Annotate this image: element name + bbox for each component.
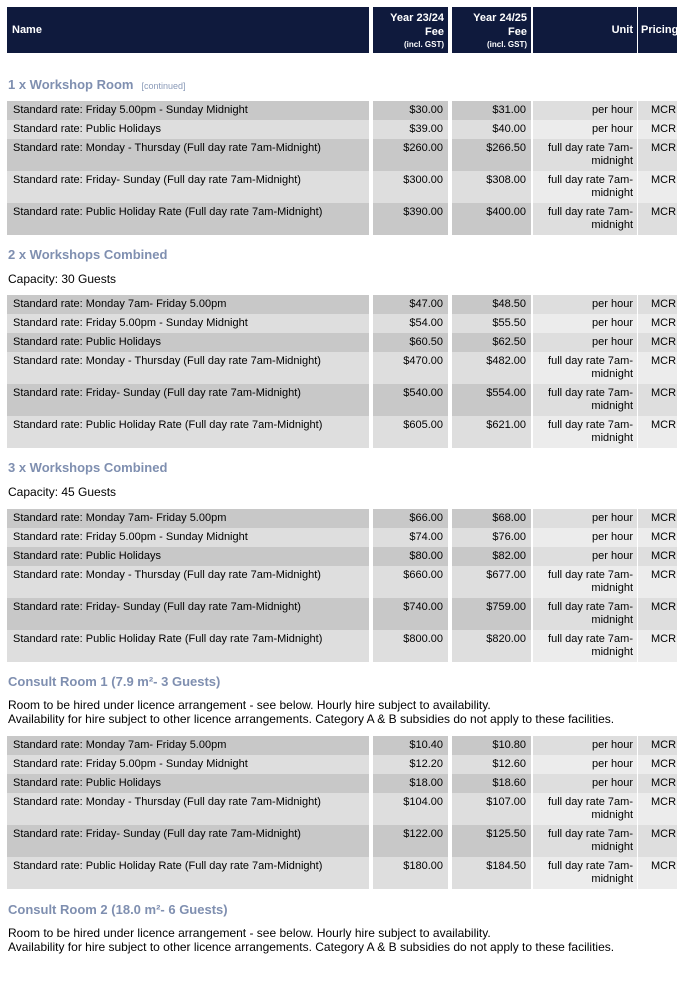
table-row <box>7 509 677 528</box>
fee-2425-cell: $31.00 <box>452 101 531 120</box>
header-year2-line2: Fee <box>508 26 527 38</box>
rate-name-cell: Standard rate: Public Holiday Rate (Full day rate 7am-Midnight) <box>7 203 369 235</box>
fee-2425-cell: $82.00 <box>452 547 531 566</box>
unit-cell: per hour <box>533 295 637 314</box>
fee-2324-cell: $390.00 <box>373 203 448 235</box>
pricing-cell: MCR <box>638 598 677 630</box>
rate-name-cell: Standard rate: Public Holidays <box>7 333 369 352</box>
section-description: Room to be hired under licence arrangement - see below. Hourly hire subject to availability. Availability for hire subject to other licence arrangements. Category A & B subsidies do not apply to these facilities. <box>8 926 615 954</box>
fee-2425-cell: $308.00 <box>452 171 531 203</box>
rate-name-cell: Standard rate: Friday- Sunday (Full day rate 7am-Midnight) <box>7 171 369 203</box>
fee-2324-cell: $80.00 <box>373 547 448 566</box>
fee-2425-cell: $55.50 <box>452 314 531 333</box>
pricing-cell: MCR <box>638 101 677 120</box>
section-continued-note: [continued] <box>141 81 186 91</box>
fee-2324-cell: $660.00 <box>373 566 448 598</box>
fee-2324-cell: $54.00 <box>373 314 448 333</box>
table-row <box>7 333 677 352</box>
fee-2425-cell: $184.50 <box>452 857 531 889</box>
fee-2324-cell: $66.00 <box>373 509 448 528</box>
fee-2425-cell: $12.60 <box>452 755 531 774</box>
table-row <box>7 793 677 825</box>
pricing-cell: MCR <box>638 857 677 889</box>
header-year1 <box>373 7 448 53</box>
pricing-cell: MCR <box>638 630 677 662</box>
rate-table <box>7 101 677 235</box>
header-year2-line3: (incl. GST) <box>487 40 527 49</box>
pricing-cell: MCR <box>638 333 677 352</box>
fee-2425-cell: $62.50 <box>452 333 531 352</box>
pricing-cell: MCR <box>638 774 677 793</box>
fee-2324-cell: $47.00 <box>373 295 448 314</box>
fee-2425-cell: $677.00 <box>452 566 531 598</box>
unit-cell: full day rate 7am- midnight <box>533 384 637 416</box>
fee-2324-cell: $740.00 <box>373 598 448 630</box>
rate-table <box>7 509 677 662</box>
fee-2324-cell: $470.00 <box>373 352 448 384</box>
section-title: 2 x Workshops Combined <box>8 247 168 262</box>
pricing-cell: MCR <box>638 139 677 171</box>
rate-name-cell: Standard rate: Public Holidays <box>7 774 369 793</box>
table-row <box>7 755 677 774</box>
header-unit-label: Unit <box>611 24 633 36</box>
table-row <box>7 352 677 384</box>
rate-name-cell: Standard rate: Monday 7am- Friday 5.00pm <box>7 509 369 528</box>
table-row <box>7 736 677 755</box>
unit-cell: per hour <box>533 101 637 120</box>
unit-cell: per hour <box>533 736 637 755</box>
table-row <box>7 101 677 120</box>
pricing-cell: MCR <box>638 509 677 528</box>
header-year1-line2: Fee <box>425 26 444 38</box>
fee-2425-cell: $266.50 <box>452 139 531 171</box>
table-row <box>7 171 677 203</box>
table-row <box>7 528 677 547</box>
rate-name-cell: Standard rate: Friday- Sunday (Full day rate 7am-Midnight) <box>7 598 369 630</box>
unit-cell: full day rate 7am- midnight <box>533 203 637 235</box>
section-title: 3 x Workshops Combined <box>8 460 168 475</box>
header-name-label: Name <box>12 24 42 36</box>
pricing-cell: MCR <box>638 793 677 825</box>
table-row <box>7 566 677 598</box>
unit-cell: full day rate 7am- midnight <box>533 825 637 857</box>
pricing-cell: MCR <box>638 736 677 755</box>
fee-2425-cell: $68.00 <box>452 509 531 528</box>
fee-2425-cell: $621.00 <box>452 416 531 448</box>
fee-2425-cell: $125.50 <box>452 825 531 857</box>
table-row <box>7 598 677 630</box>
table-row <box>7 295 677 314</box>
fee-2425-cell: $40.00 <box>452 120 531 139</box>
pricing-cell: MCR <box>638 295 677 314</box>
fee-2425-cell: $482.00 <box>452 352 531 384</box>
fee-2324-cell: $12.20 <box>373 755 448 774</box>
table-row <box>7 825 677 857</box>
rate-name-cell: Standard rate: Monday - Thursday (Full day rate 7am-Midnight) <box>7 566 369 598</box>
table-row <box>7 203 677 235</box>
rate-name-cell: Standard rate: Monday - Thursday (Full day rate 7am-Midnight) <box>7 352 369 384</box>
section-capacity: Capacity: 30 Guests <box>8 272 117 286</box>
unit-cell: full day rate 7am- midnight <box>533 598 637 630</box>
pricing-cell: MCR <box>638 528 677 547</box>
fee-2324-cell: $122.00 <box>373 825 448 857</box>
section-title <box>8 77 186 92</box>
table-row <box>7 139 677 171</box>
unit-cell: per hour <box>533 120 637 139</box>
rate-name-cell: Standard rate: Friday 5.00pm - Sunday Midnight <box>7 101 369 120</box>
pricing-cell: MCR <box>638 314 677 333</box>
pricing-cell: MCR <box>638 203 677 235</box>
rate-name-cell: Standard rate: Public Holidays <box>7 547 369 566</box>
fee-2324-cell: $605.00 <box>373 416 448 448</box>
fee-2425-cell: $554.00 <box>452 384 531 416</box>
unit-cell: full day rate 7am- midnight <box>533 352 637 384</box>
rate-name-cell: Standard rate: Public Holidays <box>7 120 369 139</box>
header-year1-line1: Year 23/24 <box>390 12 444 24</box>
section-title: Consult Room 2 (18.0 m²- 6 Guests) <box>8 902 228 917</box>
section-title-text: 1 x Workshop Room <box>8 77 134 92</box>
unit-cell: full day rate 7am- midnight <box>533 139 637 171</box>
header-year2 <box>452 7 531 53</box>
section-capacity: Capacity: 45 Guests <box>8 485 117 499</box>
rate-table <box>7 295 677 448</box>
unit-cell: per hour <box>533 755 637 774</box>
pricing-cell: MCR <box>638 352 677 384</box>
pricing-cell: MCR <box>638 171 677 203</box>
unit-cell: per hour <box>533 509 637 528</box>
fee-2425-cell: $820.00 <box>452 630 531 662</box>
unit-cell: per hour <box>533 547 637 566</box>
fee-2324-cell: $300.00 <box>373 171 448 203</box>
header-pricing-label: Pricing <box>641 24 679 36</box>
fee-2425-cell: $18.60 <box>452 774 531 793</box>
rate-name-cell: Standard rate: Public Holiday Rate (Full day rate 7am-Midnight) <box>7 630 369 662</box>
header-unit <box>533 7 637 53</box>
table-row <box>7 630 677 662</box>
unit-cell: per hour <box>533 333 637 352</box>
unit-cell: full day rate 7am- midnight <box>533 857 637 889</box>
rate-table <box>7 736 677 889</box>
table-row <box>7 384 677 416</box>
rate-name-cell: Standard rate: Public Holiday Rate (Full day rate 7am-Midnight) <box>7 416 369 448</box>
fee-2425-cell: $107.00 <box>452 793 531 825</box>
pricing-cell: MCR <box>638 755 677 774</box>
fee-2324-cell: $39.00 <box>373 120 448 139</box>
rate-name-cell: Standard rate: Friday 5.00pm - Sunday Midnight <box>7 314 369 333</box>
fee-2425-cell: $10.80 <box>452 736 531 755</box>
unit-cell: full day rate 7am- midnight <box>533 416 637 448</box>
unit-cell: per hour <box>533 528 637 547</box>
fee-2425-cell: $759.00 <box>452 598 531 630</box>
rate-name-cell: Standard rate: Monday 7am- Friday 5.00pm <box>7 295 369 314</box>
fee-2324-cell: $10.40 <box>373 736 448 755</box>
pricing-cell: MCR <box>638 566 677 598</box>
fee-2324-cell: $800.00 <box>373 630 448 662</box>
pricing-cell: MCR <box>638 416 677 448</box>
fee-2324-cell: $180.00 <box>373 857 448 889</box>
rate-name-cell: Standard rate: Monday 7am- Friday 5.00pm <box>7 736 369 755</box>
table-row <box>7 774 677 793</box>
pricing-cell: MCR <box>638 120 677 139</box>
unit-cell: full day rate 7am- midnight <box>533 793 637 825</box>
pricing-cell: MCR <box>638 384 677 416</box>
header-name <box>7 7 369 53</box>
rate-name-cell: Standard rate: Monday - Thursday (Full day rate 7am-Midnight) <box>7 139 369 171</box>
fee-2425-cell: $400.00 <box>452 203 531 235</box>
rate-name-cell: Standard rate: Friday- Sunday (Full day rate 7am-Midnight) <box>7 384 369 416</box>
rate-name-cell: Standard rate: Monday - Thursday (Full day rate 7am-Midnight) <box>7 793 369 825</box>
table-row <box>7 857 677 889</box>
table-row <box>7 314 677 333</box>
fee-2324-cell: $60.50 <box>373 333 448 352</box>
header-pricing <box>638 7 677 53</box>
pricing-cell: MCR <box>638 825 677 857</box>
table-row <box>7 547 677 566</box>
table-row <box>7 120 677 139</box>
unit-cell: full day rate 7am- midnight <box>533 566 637 598</box>
unit-cell: full day rate 7am- midnight <box>533 630 637 662</box>
fee-2324-cell: $104.00 <box>373 793 448 825</box>
fee-2324-cell: $74.00 <box>373 528 448 547</box>
fee-2324-cell: $30.00 <box>373 101 448 120</box>
fee-2324-cell: $540.00 <box>373 384 448 416</box>
unit-cell: full day rate 7am- midnight <box>533 171 637 203</box>
section-title: Consult Room 1 (7.9 m²- 3 Guests) <box>8 674 221 689</box>
rate-name-cell: Standard rate: Friday 5.00pm - Sunday Midnight <box>7 755 369 774</box>
header-year1-line3: (incl. GST) <box>404 40 444 49</box>
fee-2425-cell: $76.00 <box>452 528 531 547</box>
header-year2-line1: Year 24/25 <box>473 12 527 24</box>
rate-name-cell: Standard rate: Friday- Sunday (Full day rate 7am-Midnight) <box>7 825 369 857</box>
rate-name-cell: Standard rate: Public Holiday Rate (Full day rate 7am-Midnight) <box>7 857 369 889</box>
pricing-cell: MCR <box>638 547 677 566</box>
section-description: Room to be hired under licence arrangement - see below. Hourly hire subject to availability. Availability for hire subject to other licence arrangements. Category A & B subsidies do not apply to these facilities. <box>8 698 615 726</box>
table-row <box>7 416 677 448</box>
table-header <box>7 7 677 53</box>
rate-name-cell: Standard rate: Friday 5.00pm - Sunday Midnight <box>7 528 369 547</box>
fee-2324-cell: $18.00 <box>373 774 448 793</box>
unit-cell: per hour <box>533 774 637 793</box>
unit-cell: per hour <box>533 314 637 333</box>
fee-2324-cell: $260.00 <box>373 139 448 171</box>
fee-2425-cell: $48.50 <box>452 295 531 314</box>
